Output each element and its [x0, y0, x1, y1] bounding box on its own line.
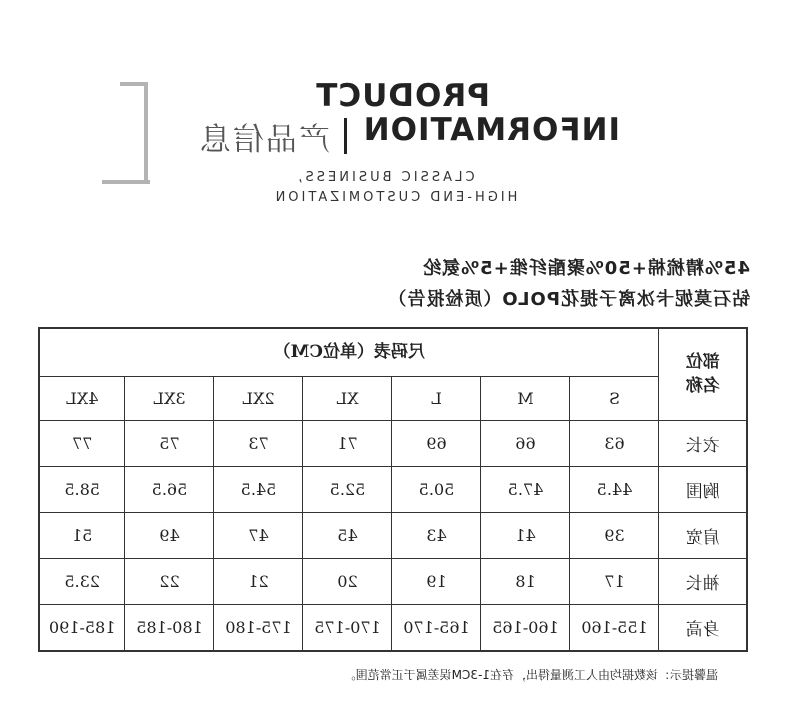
table-cell: 45 [303, 512, 392, 558]
table-cell: 63 [570, 420, 659, 466]
title-en-line2: INFORMATION [362, 112, 620, 148]
table-cell: 43 [392, 512, 481, 558]
part-name-header [659, 328, 747, 420]
table-cell: 23.5 [39, 558, 125, 604]
subtitle-line1: CLASSIC BUSINESS, [295, 170, 475, 185]
table-cell: 69 [392, 420, 481, 466]
table-cell: 19 [392, 558, 481, 604]
part-header-line1: 部位 [685, 352, 720, 373]
row-label: 肩宽 [659, 512, 747, 558]
bracket-bottom-decoration [102, 180, 150, 184]
table-cell: 47.5 [481, 466, 570, 512]
table-cell: 66 [481, 420, 570, 466]
table-cell: 51 [39, 512, 125, 558]
table-cell: 160-165 [481, 604, 570, 651]
table-cell: 49 [125, 512, 214, 558]
table-cell: 47 [214, 512, 303, 558]
table-cell: 17 [570, 558, 659, 604]
table-cell: 21 [214, 558, 303, 604]
table-cell: 175-180 [214, 604, 303, 651]
table-row [39, 466, 747, 512]
title-en-line1: PRODUCT [315, 78, 490, 114]
table-cell: 54.5 [214, 466, 303, 512]
table-cell: 44.5 [570, 466, 659, 512]
title-cn: 产品信息 [198, 122, 330, 158]
size-header: M [481, 376, 570, 420]
row-label: 衣长 [659, 420, 747, 466]
size-header: 2XL [214, 376, 303, 420]
bracket-decoration [144, 82, 148, 184]
fabric-composition: 45%精梳棉+50%聚酯纤维+5%氨纶 [422, 258, 750, 279]
table-cell: 50.5 [392, 466, 481, 512]
table-cell: 39 [570, 512, 659, 558]
table-cell: 75 [125, 420, 214, 466]
size-header: 4XL [39, 376, 125, 420]
size-table [38, 327, 748, 652]
table-cell: 41 [481, 512, 570, 558]
table-row [39, 420, 747, 466]
table-cell: 71 [303, 420, 392, 466]
table-cell: 180-185 [125, 604, 214, 651]
part-header-line2: 名称 [685, 376, 720, 397]
table-cell: 185-190 [39, 604, 125, 651]
table-cell: 165-170 [392, 604, 481, 651]
row-label: 袖长 [659, 558, 747, 604]
row-label: 身高 [659, 604, 747, 651]
table-cell: 20 [303, 558, 392, 604]
row-label: 胸围 [659, 466, 747, 512]
size-header: S [570, 376, 659, 420]
table-row [39, 604, 747, 651]
title-divider [344, 118, 347, 154]
table-cell: 77 [39, 420, 125, 466]
table-row [39, 558, 747, 604]
size-header: L [392, 376, 481, 420]
table-cell: 155-160 [570, 604, 659, 651]
table-cell: 73 [214, 420, 303, 466]
table-row [39, 512, 747, 558]
size-header: XL [303, 376, 392, 420]
bracket-top-decoration [120, 82, 144, 86]
footnote: 温馨提示：该数据均由人工测量得出，存在1-3CM误差属于正常范围。 [343, 668, 718, 682]
table-cell: 22 [125, 558, 214, 604]
size-header: 3XL [125, 376, 214, 420]
subtitle-line2: HIGH-END CUSTOMIZATION [272, 190, 518, 205]
table-cell: 58.5 [39, 466, 125, 512]
product-name: 钻石莫妮卡冰离子提花POLO（质检报告） [387, 289, 750, 310]
table-cell: 56.5 [125, 466, 214, 512]
table-cell: 170-175 [303, 604, 392, 651]
table-cell: 18 [481, 558, 570, 604]
size-unit-header: 尺码表（单位CM） [39, 328, 659, 376]
table-cell: 52.5 [303, 466, 392, 512]
